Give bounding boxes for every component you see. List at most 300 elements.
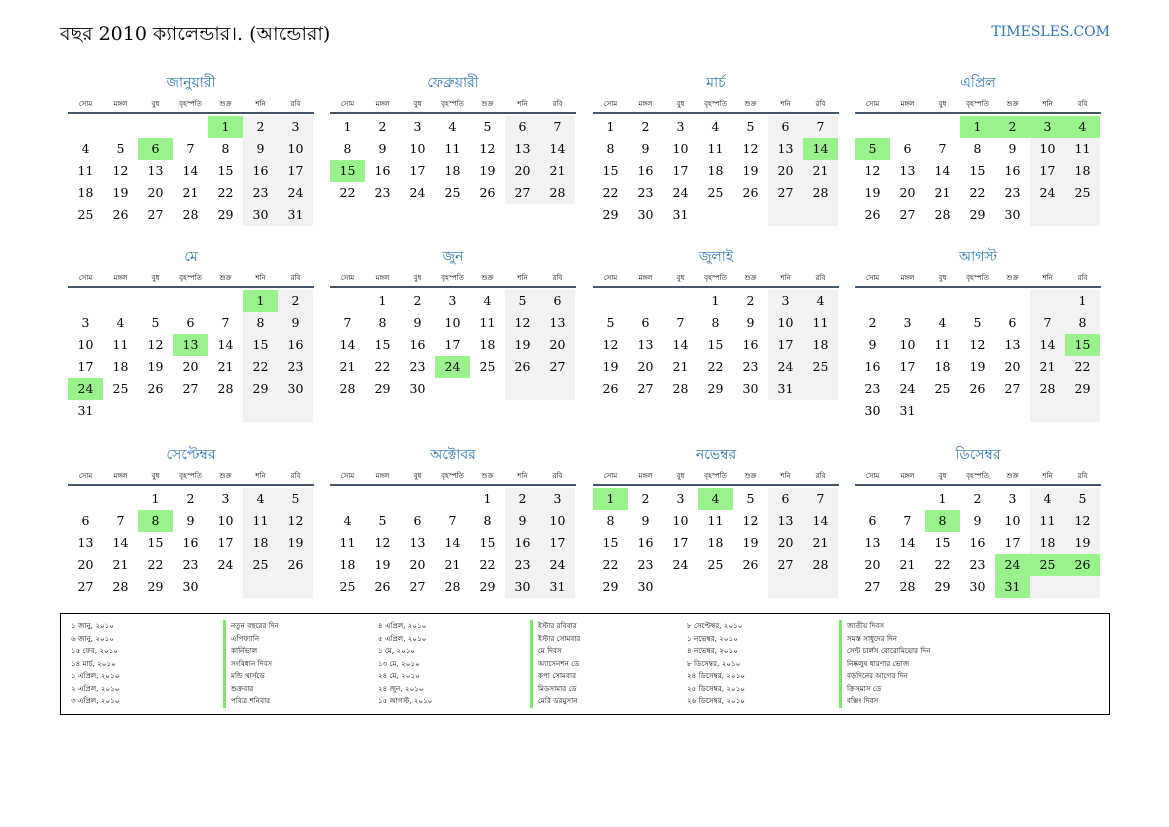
day-cell: 24 [549,557,566,572]
day-cell: 18 [1074,163,1091,178]
day-cell: 6 [518,119,527,134]
day-cell: 18 [112,359,129,374]
day-cell: 8 [483,513,492,528]
day-cell: 5 [291,491,300,506]
weekday-header [593,468,839,486]
day-cell: 4 [1043,491,1052,506]
weekend-cell [278,400,313,422]
day-cell: 16 [1004,163,1021,178]
day-cell: 4 [116,315,125,330]
day-cell: 1 [938,491,947,506]
weekday-header [68,468,314,486]
day-cell: 17 [1004,535,1021,550]
weekday-label: বৃহস্পতি [704,274,727,282]
weekday-label: সোম [340,100,355,108]
day-cell: 13 [777,513,794,528]
weekday-label: শনি [517,274,528,282]
day-grid [68,488,314,633]
day-cell: 14 [672,337,689,352]
day-cell: 31 [287,207,304,222]
day-cell: 6 [641,315,650,330]
day-cell: 19 [742,163,759,178]
day-cell: 14 [217,337,234,352]
month-block [68,248,314,435]
weekday-label: রবি [815,100,826,108]
day-cell: 14 [812,513,829,528]
weekday-label: বুধ [413,472,422,480]
day-cell: 11 [112,337,129,352]
day-cell: 11 [1039,513,1056,528]
weekday-label: বৃহস্পতি [966,274,989,282]
weekday-label: সোম [78,100,93,108]
day-cell: 15 [934,535,951,550]
weekend-cell [540,378,575,400]
day-cell: 18 [707,535,724,550]
holiday-day-cell: 1 [960,116,995,138]
day-cell: 14 [444,535,461,550]
day-cell: 8 [973,141,982,156]
day-cell: 19 [479,163,496,178]
day-cell: 24 [777,359,794,374]
day-cell: 23 [969,557,986,572]
day-cell: 7 [553,119,562,134]
day-grid [593,488,839,633]
day-cell: 31 [777,381,794,396]
weekday-label: শনি [780,472,791,480]
holiday-date: ২৪ জুন, ২০১০ [378,683,424,693]
day-cell: 7 [816,491,825,506]
day-cell: 13 [147,163,164,178]
day-cell: 8 [343,141,352,156]
day-cell: 19 [112,185,129,200]
month-name: মার্চ [706,75,726,91]
day-cell: 16 [637,163,654,178]
day-cell: 20 [899,185,916,200]
month-name: মে [184,249,198,265]
day-cell: 16 [374,163,391,178]
day-cell: 8 [606,513,615,528]
weekday-label: শনি [517,472,528,480]
day-cell: 8 [256,315,265,330]
day-cell: 29 [1074,381,1091,396]
holiday-date: ৪ এপ্রিল, ২০১০ [378,621,427,630]
legend-row [687,645,931,658]
holiday-day-cell: 1 [243,290,278,312]
holiday-name: মন্ডি থার্সডে [223,670,265,683]
weekday-label: বৃহস্পতি [966,100,989,108]
weekday-label: শনি [1042,472,1053,480]
month-name: ডিসেম্বর [955,447,1001,463]
day-cell: 28 [339,381,356,396]
day-cell: 15 [374,337,391,352]
weekday-label: শুক্র [219,472,232,480]
day-cell: 20 [147,185,164,200]
weekday-label: সোম [78,472,93,480]
day-cell: 9 [868,337,877,352]
holiday-date: ৮ সেপ্টেম্বর, ২০১০ [687,621,743,630]
day-cell: 28 [182,207,199,222]
day-cell: 31 [77,403,94,418]
weekday-label: সোম [603,274,618,282]
holiday-date: ৫ এপ্রিল, ২০১০ [378,633,427,643]
day-cell: 21 [112,557,129,572]
weekend-cell [803,204,838,226]
day-cell: 24 [672,557,689,572]
day-cell: 16 [742,337,759,352]
day-cell: 5 [606,315,615,330]
weekday-label: সোম [340,274,355,282]
day-cell: 23 [742,359,759,374]
day-cell: 26 [479,185,496,200]
day-cell: 19 [1074,535,1091,550]
day-cell: 10 [217,513,234,528]
weekday-label: শুক্র [219,274,232,282]
day-cell: 16 [409,337,426,352]
day-cell: 28 [934,207,951,222]
day-cell: 20 [514,163,531,178]
holiday-name: বক্সিং দিবস [839,695,878,708]
legend-row [378,695,580,708]
legend-row [378,658,580,671]
day-cell: 8 [606,141,615,156]
day-cell: 1 [378,293,387,308]
day-grid [330,290,576,435]
weekend-cell [1065,576,1100,598]
day-cell: 22 [217,185,234,200]
weekend-cell [1030,400,1065,422]
day-cell: 9 [256,141,265,156]
month-name: সেপ্টেম্বর [166,447,216,463]
day-cell: 18 [707,163,724,178]
weekday-label: রবি [1077,100,1088,108]
day-cell: 3 [553,491,562,506]
day-cell: 10 [549,513,566,528]
day-cell: 29 [374,381,391,396]
holiday-name: কার্নিভাল [223,645,257,658]
weekday-label: মঙ্গল [113,100,128,108]
legend-row [71,633,279,646]
day-cell: 21 [549,163,566,178]
day-cell: 12 [479,141,496,156]
weekday-label: বৃহস্পতি [179,472,202,480]
day-cell: 20 [777,163,794,178]
holiday-day-cell: 1 [593,488,628,510]
legend-row [687,670,931,683]
day-cell: 24 [287,185,304,200]
legend-column [378,620,580,708]
day-cell: 17 [672,163,689,178]
weekday-label: মঙ্গল [375,274,390,282]
day-cell: 11 [252,513,269,528]
day-cell: 2 [746,293,755,308]
day-cell: 30 [182,579,199,594]
day-cell: 28 [672,381,689,396]
day-cell: 27 [899,207,916,222]
day-cell: 12 [147,337,164,352]
weekend-cell [1030,576,1065,598]
weekday-label: রবি [290,274,301,282]
day-cell: 26 [864,207,881,222]
weekend-cell [1065,204,1100,226]
day-cell: 19 [514,337,531,352]
day-cell: 3 [676,119,685,134]
day-cell: 7 [1043,315,1052,330]
weekday-label: রবি [815,274,826,282]
day-cell: 15 [969,163,986,178]
holiday-date: ১ এপ্রিল, ২০১০ [71,671,120,680]
day-grid [855,290,1101,435]
holiday-name: পবিত্র শনিবার [223,695,270,708]
day-cell: 20 [409,557,426,572]
day-cell: 29 [602,579,619,594]
legend-row [378,683,580,696]
day-cell: 10 [409,141,426,156]
day-grid [68,290,314,435]
day-cell: 4 [938,315,947,330]
day-cell: 23 [409,359,426,374]
day-cell: 25 [707,557,724,572]
weekday-label: মঙ্গল [375,472,390,480]
day-cell: 19 [969,359,986,374]
day-cell: 6 [903,141,912,156]
day-cell: 15 [217,163,234,178]
weekday-label: সোম [340,472,355,480]
month-block [330,74,576,261]
day-cell: 29 [707,381,724,396]
weekday-header [593,270,839,288]
day-cell: 22 [1074,359,1091,374]
day-cell: 9 [291,315,300,330]
day-cell: 15 [147,535,164,550]
weekday-label: শুক্র [744,274,757,282]
day-cell: 30 [287,381,304,396]
weekday-label: রবি [815,472,826,480]
day-cell: 23 [252,185,269,200]
weekend-cell [803,576,838,598]
day-cell: 10 [444,315,461,330]
day-cell: 21 [812,535,829,550]
day-cell: 15 [707,337,724,352]
day-cell: 21 [1039,359,1056,374]
day-cell: 31 [899,403,916,418]
day-cell: 17 [672,535,689,550]
day-cell: 18 [339,557,356,572]
day-cell: 11 [812,315,829,330]
day-cell: 1 [711,293,720,308]
month-block [330,446,576,633]
weekday-label: বৃহস্পতি [441,274,464,282]
day-cell: 21 [339,359,356,374]
day-cell: 12 [112,163,129,178]
day-cell: 17 [777,337,794,352]
day-cell: 14 [934,163,951,178]
day-cell: 9 [641,141,650,156]
weekday-label: শনি [1042,274,1053,282]
holiday-day-cell: 15 [330,160,365,182]
day-cell: 23 [637,185,654,200]
day-cell: 12 [864,163,881,178]
legend-row [71,695,279,708]
day-cell: 19 [864,185,881,200]
day-cell: 12 [1074,513,1091,528]
weekend-cell [505,378,540,400]
day-cell: 22 [934,557,951,572]
day-cell: 29 [217,207,234,222]
holiday-day-cell: 24 [435,356,470,378]
holiday-name: মিডসামার ডে [530,683,577,696]
weekday-header [68,96,314,114]
day-cell: 30 [409,381,426,396]
day-cell: 30 [252,207,269,222]
day-cell: 23 [1004,185,1021,200]
holiday-name: নিষ্কলুষ ধারণার ভোজ [839,658,909,671]
holiday-name: মেরি ডরমুসান [530,695,578,708]
holiday-day-cell: 13 [173,334,208,356]
weekday-label: সোম [865,472,880,480]
day-cell: 30 [969,579,986,594]
day-cell: 9 [186,513,195,528]
day-cell: 17 [287,163,304,178]
day-cell: 9 [641,513,650,528]
day-cell: 6 [413,513,422,528]
holiday-day-cell: 2 [995,116,1030,138]
weekday-label: শুক্র [1006,472,1019,480]
day-cell: 7 [116,513,125,528]
weekday-label: মঙ্গল [638,274,653,282]
day-cell: 1 [151,491,160,506]
holiday-name: জাতীয় দিবস [839,620,884,633]
holiday-date: ৪ নভেম্বর, ২০১০ [687,646,738,655]
page-title: বছর 2010 ক্যালেন্ডার।. (আন্ডোরা) [60,23,331,45]
legend-row [378,645,580,658]
day-cell: 9 [973,513,982,528]
day-cell: 3 [1008,491,1017,506]
weekday-label: মঙ্গল [900,472,915,480]
day-cell: 23 [182,557,199,572]
day-cell: 30 [637,207,654,222]
day-cell: 20 [777,535,794,550]
day-cell: 3 [676,491,685,506]
day-cell: 16 [864,359,881,374]
day-cell: 28 [812,557,829,572]
day-cell: 26 [147,381,164,396]
day-cell: 3 [448,293,457,308]
day-cell: 7 [938,141,947,156]
weekend-cell [243,576,278,598]
day-cell: 21 [812,163,829,178]
holiday-day-cell: 4 [698,488,733,510]
day-cell: 13 [514,141,531,156]
day-cell: 26 [602,381,619,396]
site-link[interactable]: TIMESLES.COM [991,24,1110,40]
weekday-header [330,96,576,114]
day-cell: 29 [969,207,986,222]
month-name: জুলাই [698,249,734,265]
day-cell: 15 [602,535,619,550]
weekday-label: রবি [1077,472,1088,480]
day-cell: 5 [1078,491,1087,506]
day-cell: 2 [518,491,527,506]
holiday-date: ২৬ ডিসেম্বর, ২০১০ [687,696,746,705]
day-cell: 19 [374,557,391,572]
day-cell: 8 [711,315,720,330]
day-cell: 30 [637,579,654,594]
weekday-label: সোম [78,274,93,282]
holiday-date: ১৫ ফেব, ২০১০ [71,646,119,655]
weekday-label: মঙ্গল [638,472,653,480]
holiday-date: ২৪ মে, ২০১০ [378,671,420,680]
day-cell: 26 [742,185,759,200]
legend-row [71,683,279,696]
weekday-header [68,270,314,288]
day-cell: 5 [483,119,492,134]
day-cell: 20 [864,557,881,572]
day-cell: 27 [1004,381,1021,396]
day-cell: 30 [1004,207,1021,222]
weekday-label: শুক্র [744,472,757,480]
day-cell: 20 [1004,359,1021,374]
holiday-name: এপিফ্যানি [223,633,259,646]
day-cell: 4 [448,119,457,134]
month-block [68,74,314,261]
day-cell: 13 [549,315,566,330]
day-cell: 23 [864,381,881,396]
day-cell: 30 [742,381,759,396]
day-cell: 9 [378,141,387,156]
month-block [593,446,839,633]
legend-row [378,633,580,646]
day-cell: 8 [221,141,230,156]
day-cell: 10 [899,337,916,352]
day-cell: 11 [479,315,496,330]
month-block [855,74,1101,261]
day-cell: 27 [777,185,794,200]
day-cell: 6 [868,513,877,528]
weekday-label: মঙ্গল [638,100,653,108]
day-cell: 17 [77,359,94,374]
day-cell: 7 [903,513,912,528]
weekday-label: শনি [255,100,266,108]
holiday-date: ১৫ আগস্ট, ২০১০ [378,696,433,705]
weekday-label: বুধ [413,100,422,108]
weekday-label: বুধ [938,274,947,282]
day-cell: 27 [637,381,654,396]
weekday-label: বৃহস্পতি [441,472,464,480]
day-cell: 18 [444,163,461,178]
day-grid [855,488,1101,633]
weekday-label: বৃহস্পতি [966,472,989,480]
month-block [68,446,314,633]
day-cell: 12 [374,535,391,550]
weekday-label: শনি [780,274,791,282]
day-cell: 14 [112,535,129,550]
weekday-label: বুধ [938,472,947,480]
day-cell: 1 [1078,293,1087,308]
day-cell: 27 [409,579,426,594]
day-cell: 6 [781,119,790,134]
holiday-name: অ্যাসেনশন ডে [530,658,579,671]
weekday-label: শনি [255,472,266,480]
holiday-name: মে দিবস [530,645,562,658]
weekday-label: সোম [603,472,618,480]
holiday-day-cell: 5 [855,138,890,160]
day-grid [330,116,576,261]
day-cell: 4 [483,293,492,308]
weekday-header [855,468,1101,486]
day-cell: 2 [641,119,650,134]
holiday-name: ইস্টার রবিবার [530,620,577,633]
day-cell: 6 [186,315,195,330]
